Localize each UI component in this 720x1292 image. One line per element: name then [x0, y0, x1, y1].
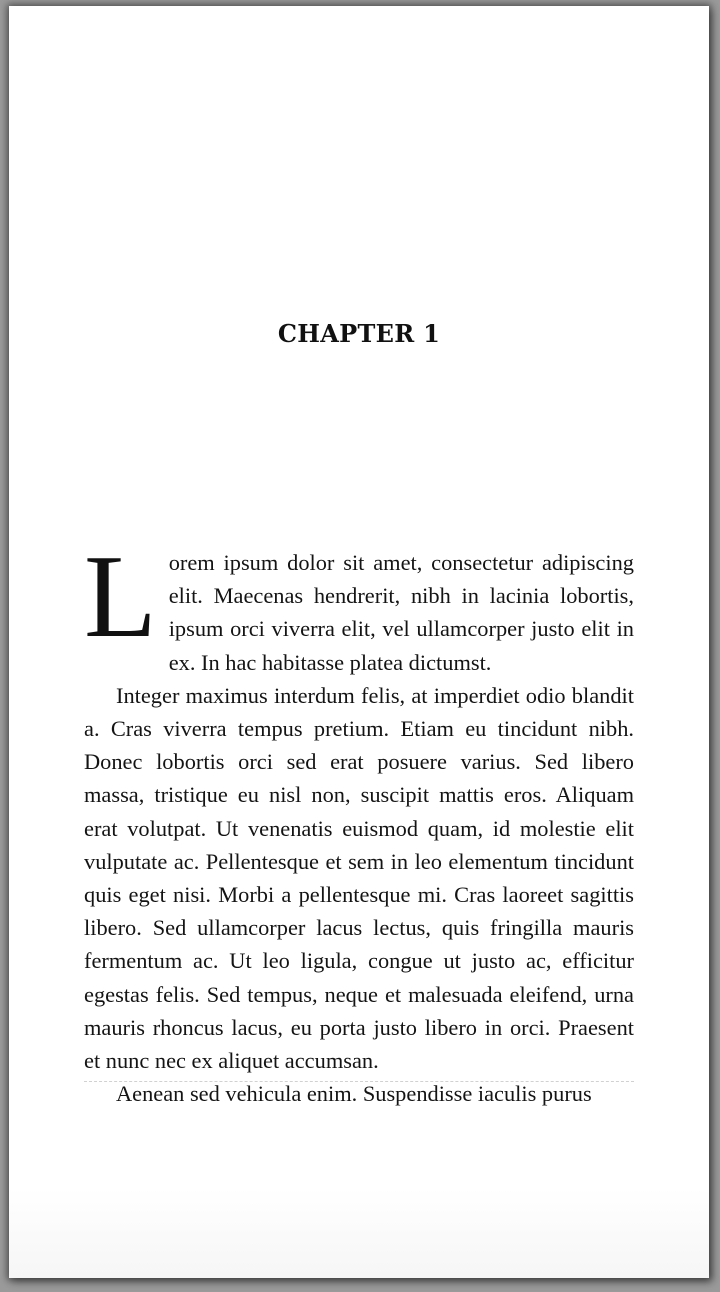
paragraph-1-text: orem ipsum dolor sit amet, consectetur adipiscing elit. Maecenas hendrerit, nibh in lacinia lobortis, ipsum orci viverra elit, vel ullamcorper justo elit in ex. In hac habitasse platea dictumst.: [168, 550, 634, 675]
drop-cap: L: [84, 546, 157, 662]
book-page[interactable]: [9, 6, 709, 1278]
chapter-body: [84, 546, 634, 1186]
paragraph-1: [84, 546, 634, 679]
page-turn-line: [84, 1081, 634, 1084]
paragraph-3: Aenean sed vehicula enim. Suspendisse iaculis purus: [116, 1081, 592, 1107]
paragraph-2: Integer maximus interdum felis, at imperdiet odio blandit a. Cras viverra tempus pretium. Etiam eu tincidunt nibh. Donec lobortis orci sed erat posuere varius. Sed libero massa, tristique eu nisl non, suscipit mattis eros. Aliquam erat volutpat. Ut venenatis euismod quam, id molestie elit vulputate ac. Pellentesque et sem in leo elementum tincidunt quis eget nisi. Morbi a pellentesque mi. Cras laoreet sagittis libero. Sed ullamcorper lacus lectus, quis fringilla mauris fermentum ac. Ut leo ligula, congue ut justo ac, efficitur egestas felis. Sed tempus, neque et malesuada eleifend, urna mauris rhoncus lacus, eu porta justo libero in orci. Praesent et nunc nec ex aliquet accumsan.: [84, 682, 634, 1074]
chapter-title: CHAPTER 1: [277, 319, 441, 348]
